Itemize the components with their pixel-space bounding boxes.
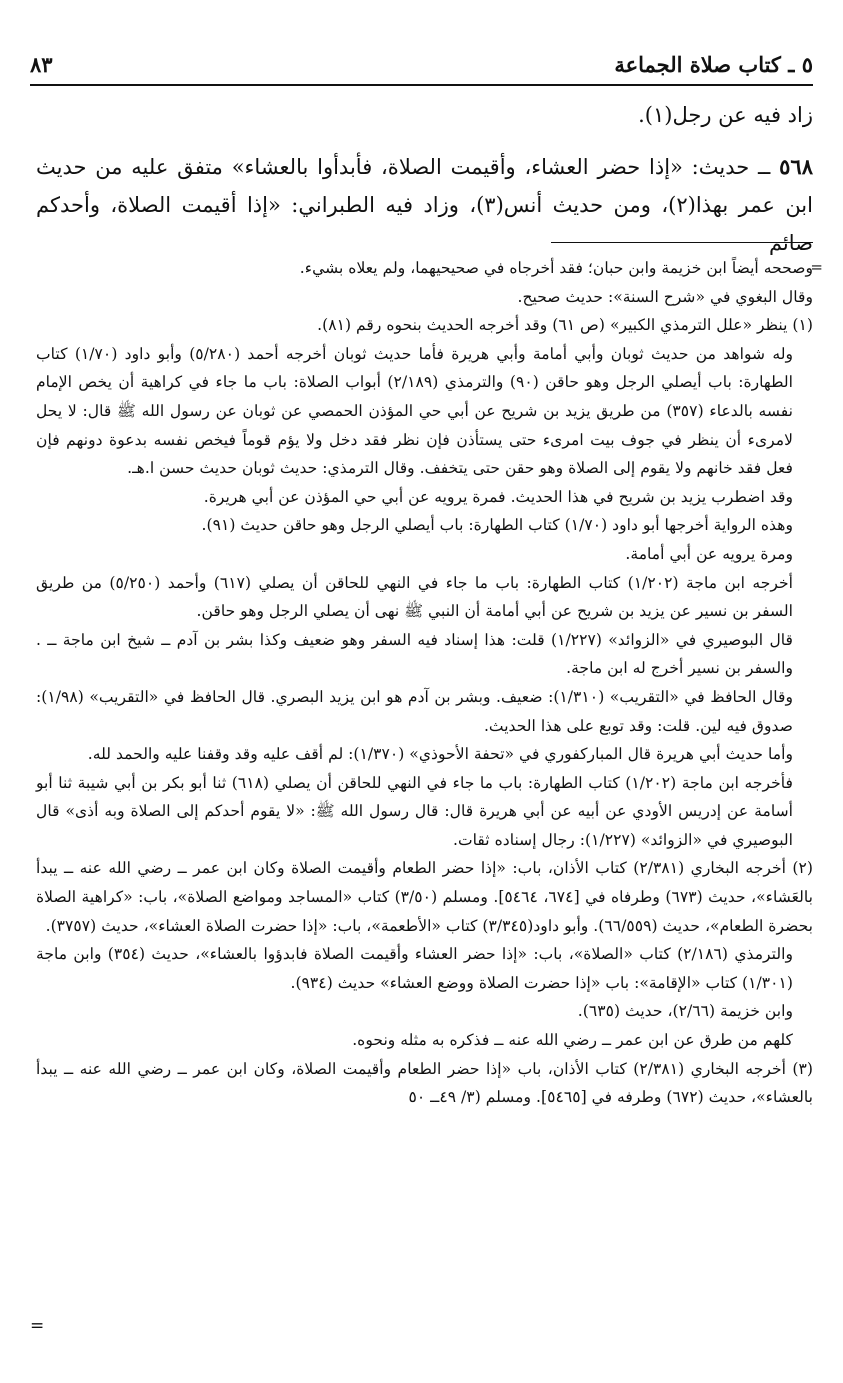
footnote-separator — [551, 242, 813, 243]
footnote-line: وله شواهد من حديث ثوبان وأبي أمامة وأبي هريرة فأما حديث ثوبان أخرجه أحمد (٥/٢٨٠) وأبو داود (١/٧٠) كتاب الطهارة: باب أيصلي الرجل وهو حاقن (٩٠) والترمذي (٢/١٨٩) أبواب الصلاة: باب ما جاء في كراهية أن يخص الإمام نفسه بالدعاء (٣٥٧) من طريق يزيد بن شريح عن أبي حي المؤذن الحمصي عن ثوبان عن رسول الله ﷺ قال: لا يحل لامرىء أن ينظر في جوف بيت امرىء حتى يستأذن فإن نظر فقد دخل ولا يؤم قوماً فيخص نفسه بدعوة دونهم فإن فعل فقد خانهم ولا يقوم إلى الصلاة وهو حقن حتى يتخفف. وقال الترمذي: حديث ثوبان حديث حسن ا.هـ. — [36, 344, 794, 478]
chapter-title: ٥ ـ كتاب صلاة الجماعة — [614, 52, 813, 77]
footnote-line: وقد اضطرب يزيد بن شريح في هذا الحديث. فمرة يرويه عن أبي حي المؤذن عن أبي هريرة. — [203, 487, 793, 506]
footnote-line: وقال الحافظ في «التقريب» (١/٣١٠): ضعيف. وبشر بن آدم هو ابن يزيد البصري. قال الحافظ في «التقريب» (١/٩٨): صدوق فيه لين. قلت: وقد توبع على هذا الحديث. — [36, 687, 794, 735]
page-header — [30, 44, 813, 86]
footnotes — [36, 254, 813, 1112]
footnote-line: وقال البغوي في «شرح السنة»: حديث صحيح. — [517, 287, 813, 306]
main-text — [36, 96, 813, 272]
footnote-line: ومرة يرويه عن أبي أمامة. — [625, 544, 793, 563]
continuation-line: زاد فيه عن رجل(١). — [638, 103, 813, 127]
footnote-line: (٣) أخرجه البخاري (٢/٣٨١) كتاب الأذان، باب «إذا حضر الطعام وأقيمت الصلاة، وكان ابن عمر ــ رضي الله عنه ــ يبدأ بالعشاء»، حديث (٦٧٢) وطرفه في [٥٤٦٥]. ومسلم (٣/ ٤٩ــ ٥٠ — [36, 1059, 813, 1107]
hadith-paragraph — [36, 148, 813, 262]
footnote-line: قال البوصيري في «الزوائد» (١/٢٢٧) قلت: هذا إسناد فيه السفر وهو ضعيف وكذا بشر بن آدم ــ شيخ ابن ماجة ــ . والسفر بن نسير أخرج له ابن ماجة. — [36, 630, 794, 678]
footnote-line: وأما حديث أبي هريرة قال المباركفوري في «تحفة الأحوذي» (١/٣٧٠): لم أقف عليه وقد وقفنا عليه والحمد لله. — [87, 745, 793, 764]
footnote-line: وهذه الرواية أخرجها أبو داود (١/٧٠) كتاب الطهارة: باب أيصلي الرجل وهو حاقن حديث (٩١). — [201, 516, 793, 535]
footnote-line: وصححه أيضاً ابن خزيمة وابن حبان؛ فقد أخرجاه في صحيحيهما، ولم يعلاه بشيء. — [299, 259, 813, 277]
page-number: ٨٣ — [30, 52, 53, 77]
footnote-line: وابن خزيمة (٢/٦٦)، حديث (٦٣٥). — [577, 1002, 793, 1021]
footnote-line: فأخرجه ابن ماجة (١/٢٠٢) كتاب الطهارة: باب ما جاء في النهي للحاقن أن يصلي (٦١٨) ثنا أبو بكر بن أبي شيبة ثنا أبو أسامة عن إدريس الأودي عن أبيه عن أبي هريرة قال: قال رسول الله ﷺ: «لا يقوم أحدكم إلى الصلاة وبه أذى» قال البوصيري في «الزوائد» (١/٢٢٧): رجال إسناده ثقات. — [36, 773, 793, 849]
footnote-line: أخرجه ابن ماجة (١/٢٠٢) كتاب الطهارة: باب ما جاء في النهي للحاقن أن يصلي (٦١٧) وأحمد (٥/٢٥٠) من طريق السفر بن نسير عن يزيد بن شريح عن أبي أمامة أن النبي ﷺ نهى أن يصلي الرجل وهو حاقن. — [36, 573, 793, 621]
hadith-text: ــ حديث: «إذا حضر العشاء، وأقيمت الصلاة، فأبدأوا بالعشاء» متفق عليه من حديث ابن عمر بهذا(٢)، ومن حديث أنس(٣)، وزاد فيه الطبراني: «إذا أقيمت الصلاة، وأحدكم صائم — [36, 155, 813, 255]
footnote-line: والترمذي (٢/١٨٦) كتاب «الصلاة»، باب: «إذا حضر العشاء وأقيمت الصلاة فابدؤوا بالعشاء»، حديث (٣٥٤) وابن ماجة (١/٣٠١) كتاب «الإقامة»: باب «إذا حضرت الصلاة ووضع العشاء» حديث (٩٣٤). — [36, 945, 793, 992]
footnote-line: كلهم من طرق عن ابن عمر ــ رضي الله عنه ــ فذكره به مثله ونحوه. — [352, 1031, 793, 1050]
continuation-mark: = — [810, 258, 823, 276]
hadith-number: ٥٦٨ — [779, 154, 813, 179]
end-continuation-mark: = — [30, 1316, 45, 1336]
footnote-line: (٢) أخرجه البخاري (٢/٣٨١) كتاب الأذان، باب: «إذا حضر الطعام وأقيمت الصلاة وكان ابن عمر ــ رضي الله عنه ــ يبدأ بالعَشاء»، حديث (٦٧٣) وطرفاه في [٦٧٤، ٥٤٦٤]. ومسلم (٣/٥٠) كتاب «المساجد ومواضع الصلاة»، باب: «كراهية الصلاة بحضرة الطعام»، حديث (٦٦/٥٥٩). وأبو داود(٣/٣٤٥) كتاب «الأطعمة»، باب: «إذا حضرت الصلاة العشاء»، حديث (٣٧٥٧). — [36, 859, 813, 935]
footnote-line: (١) ينظر «علل الترمذي الكبير» (ص ٦١) وقد أخرجه الحديث بنحوه رقم (٨١). — [317, 316, 813, 335]
